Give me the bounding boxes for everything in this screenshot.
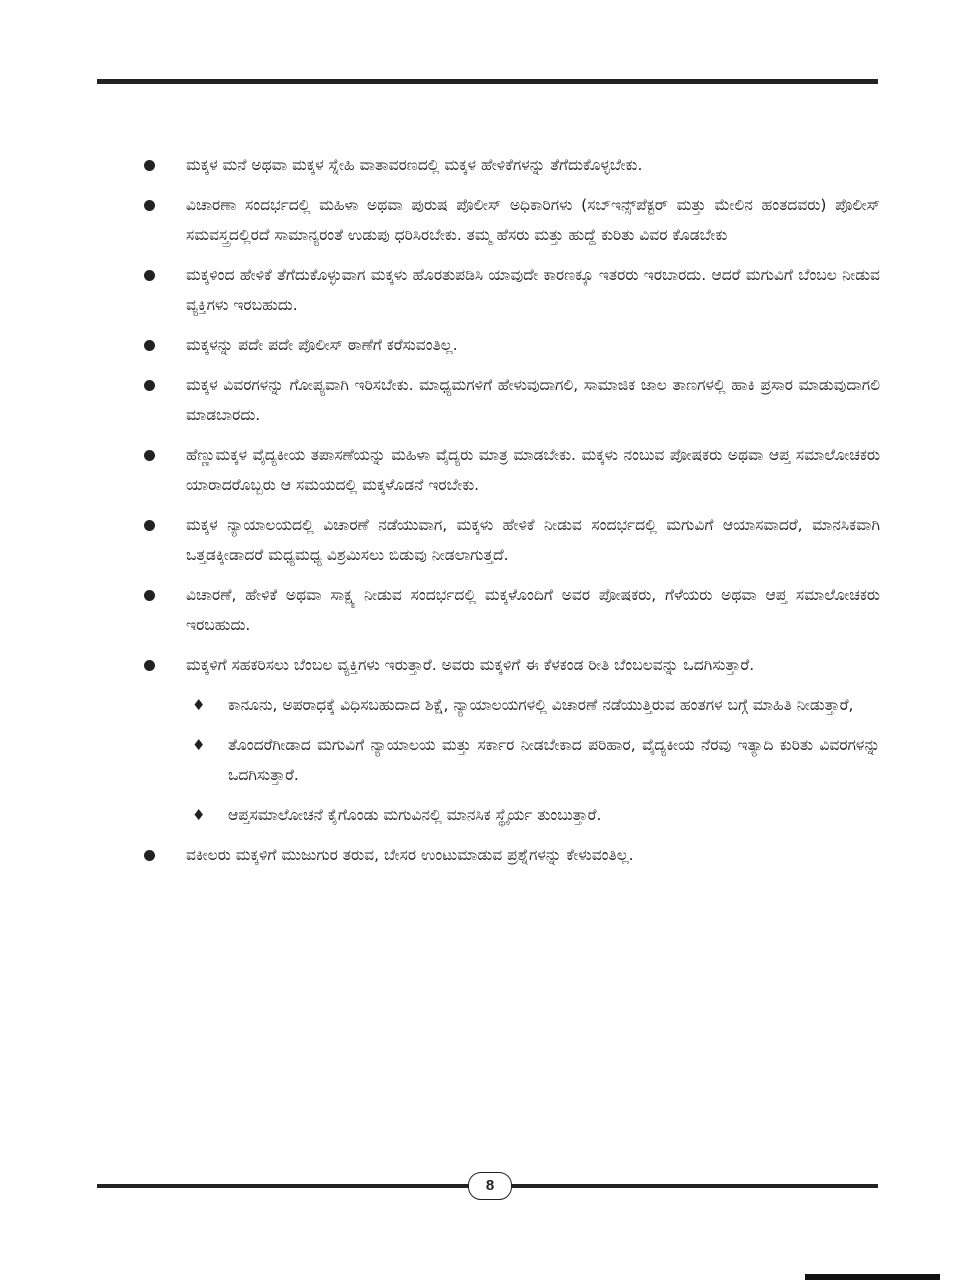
list-item-text: ಮಕ್ಕಳಿಗೆ ಸಹಕರಿಸಲು ಬೆಂಬಲ ವ್ಯಕ್ತಿಗಳು ಇರುತ್ತಾರೆ. ಅವರು ಮಕ್ಕಳಿಗೆ ಈ ಕೆಳಕಂಡ ರೀತಿ ಬೆಂಬಲವನ್ನು ಒದಗಿಸುತ್ತಾರೆ. bbox=[186, 656, 755, 674]
sub-list-item bbox=[140, 730, 880, 790]
list-item-text: ಮಕ್ಕಳ ವಿವರಗಳನ್ನು ಗೋಪ್ಯವಾಗಿ ಇರಿಸಬೇಕು. ಮಾಧ್ಯಮಗಳಿಗೆ ಹೇಳುವುದಾಗಲಿ, ಸಾಮಾಜಿಕ ಜಾಲ ತಾಣಗಳಲ್ಲಿ ಹಾಕಿ ಪ್ರಸಾರ ಮಾಡುವುದಾಗಲಿ ಮಾಡಬಾರದು. bbox=[186, 376, 880, 424]
footer-rule-left bbox=[97, 1184, 469, 1188]
bullet-icon bbox=[144, 520, 155, 531]
bullet-list bbox=[140, 150, 880, 880]
bullet-icon bbox=[144, 450, 155, 461]
sub-list-item-text: ಕಾನೂನು, ಅಪರಾಧಕ್ಕೆ ವಿಧಿಸಬಹುದಾದ ಶಿಕ್ಷೆ, ನ್ಯಾಯಾಲಯಗಳಲ್ಲಿ ವಿಚಾರಣೆ ನಡೆಯುತ್ತಿರುವ ಹಂತಗಳ ಬಗ್ಗೆ ಮಾಹಿತಿ ನೀಡುತ್ತಾರೆ, bbox=[228, 696, 854, 714]
list-item-text: ವಕೀಲರು ಮಕ್ಕಳಿಗೆ ಮುಜುಗುರ ತರುವ, ಬೇಸರ ಉಂಟುಮಾಡುವ ಪ್ರಶ್ನೆಗಳನ್ನು ಕೇಳುವಂತಿಲ್ಲ. bbox=[186, 846, 634, 864]
sub-list-item bbox=[140, 800, 880, 830]
page-number: 8 bbox=[468, 1172, 512, 1200]
list-item bbox=[140, 840, 880, 870]
list-item bbox=[140, 510, 880, 570]
diamond-bullet-icon: ♦ bbox=[192, 736, 206, 754]
bullet-icon bbox=[144, 340, 155, 351]
list-item bbox=[140, 330, 880, 360]
sub-list-item bbox=[140, 690, 880, 720]
list-item bbox=[140, 260, 880, 320]
list-item bbox=[140, 190, 880, 250]
list-item-text: ಮಕ್ಕಳಿಂದ ಹೇಳಿಕೆ ತೆಗೆದುಕೊಳ್ಳುವಾಗ ಮಕ್ಕಳು ಹೊರತುಪಡಿಸಿ ಯಾವುದೇ ಕಾರಣಕ್ಕೂ ಇತರರು ಇರಬಾರದು. ಆದರೆ ಮಗುವಿಗೆ ಬೆಂಬಲ ನೀಡುವ ವ್ಯಕ್ತಿಗಳು ಇರಬಹುದು. bbox=[186, 266, 880, 314]
list-item-text: ವಿಚಾರಣೆ, ಹೇಳಿಕೆ ಅಥವಾ ಸಾಕ್ಷ್ಯ ನೀಡುವ ಸಂದರ್ಭದಲ್ಲಿ ಮಕ್ಕಳೊಂದಿಗೆ ಅವರ ಪೋಷಕರು, ಗೆಳೆಯರು ಅಥವಾ ಆಪ್ತ ಸಮಾಲೋಚಕರು ಇರಬಹುದು. bbox=[186, 586, 880, 634]
diamond-bullet-icon: ♦ bbox=[192, 696, 206, 714]
list-item-text: ಮಕ್ಕಳ ಮನೆ ಅಥವಾ ಮಕ್ಕಳ ಸ್ನೇಹಿ ವಾತಾವರಣದಲ್ಲಿ ಮಕ್ಕಳ ಹೇಳಿಕೆಗಳನ್ನು ತೆಗೆದುಕೊಳ್ಳಬೇಕು. bbox=[186, 156, 643, 174]
list-item-text: ಮಕ್ಕಳನ್ನು ಪದೇ ಪದೇ ಪೊಲೀಸ್ ಠಾಣೆಗೆ ಕರೆಸುವಂತಿಲ್ಲ. bbox=[186, 336, 458, 354]
bullet-icon bbox=[144, 160, 155, 171]
list-item-text: ಮಕ್ಕಳ ನ್ಯಾಯಾಲಯದಲ್ಲಿ ವಿಚಾರಣೆ ನಡೆಯುವಾಗ, ಮಕ್ಕಳು ಹೇಳಿಕೆ ನೀಡುವ ಸಂದರ್ಭದಲ್ಲಿ ಮಗುವಿಗೆ ಆಯಾಸವಾದರೆ, ಮಾನಸಿಕವಾಗಿ ಒತ್ತಡಕ್ಕೀಡಾದರೆ ಮಧ್ಯಮಧ್ಯ ವಿಶ್ರಮಿಸಲು ಬಿಡುವು ನೀಡಲಾಗುತ್ತದೆ. bbox=[186, 516, 880, 564]
bullet-icon bbox=[144, 200, 155, 211]
list-item bbox=[140, 580, 880, 640]
list-item bbox=[140, 440, 880, 500]
header-rule bbox=[97, 79, 878, 84]
bullet-icon bbox=[144, 590, 155, 601]
list-item bbox=[140, 150, 880, 180]
sub-list-item-text: ತೊಂದರೆಗೀಡಾದ ಮಗುವಿಗೆ ನ್ಯಾಯಾಲಯ ಮತ್ತು ಸರ್ಕಾರ ನೀಡಬೇಕಾದ ಪರಿಹಾರ, ವೈದ್ಯಕೀಯ ನೆರವು ಇತ್ಯಾದಿ ಕುರಿತು ವಿವರಗಳನ್ನು ಒದಗಿಸುತ್ತಾರೆ. bbox=[228, 736, 880, 784]
bullet-icon bbox=[144, 380, 155, 391]
list-item bbox=[140, 650, 880, 680]
diamond-bullet-icon: ♦ bbox=[192, 806, 206, 824]
bullet-icon bbox=[144, 850, 155, 861]
list-item-text: ವಿಚಾರಣಾ ಸಂದರ್ಭದಲ್ಲಿ ಮಹಿಳಾ ಅಥವಾ ಪುರುಷ ಪೊಲೀಸ್ ಅಧಿಕಾರಿಗಳು (ಸಬ್‌ಇನ್ಸ್‌ಪೆಕ್ಟರ್ ಮತ್ತು ಮೇಲಿನ ಹಂತದವರು) ಪೊಲೀಸ್ ಸಮವಸ್ತ್ರದಲ್ಲಿರದೆ ಸಾಮಾನ್ಯರಂತೆ ಉಡುಪು ಧರಿಸಿರಬೇಕು. ತಮ್ಮ ಹೆಸರು ಮತ್ತು ಹುದ್ದೆ ಕುರಿತು ವಿವರ ಕೊಡಬೇಕು bbox=[186, 196, 880, 244]
footer-rule-right bbox=[508, 1184, 878, 1188]
list-item-text: ಹೆಣ್ಣುಮಕ್ಕಳ ವೈದ್ಯಕೀಯ ತಪಾಸಣೆಯನ್ನು ಮಹಿಳಾ ವೈದ್ಯರು ಮಾತ್ರ ಮಾಡಬೇಕು. ಮಕ್ಕಳು ನಂಬುವ ಪೋಷಕರು ಅಥವಾ ಆಪ್ತ ಸಮಾಲೋಚಕರು ಯಾರಾದರೊಬ್ಬರು ಆ ಸಮಯದಲ್ಲಿ ಮಕ್ಕಳೊಡನೆ ಇರಬೇಕು. bbox=[186, 446, 880, 494]
bullet-icon bbox=[144, 270, 155, 281]
bullet-icon bbox=[144, 660, 155, 671]
corner-bar bbox=[805, 1274, 940, 1280]
sub-list-item-text: ಆಪ್ತಸಮಾಲೋಚನೆ ಕೈಗೊಂಡು ಮಗುವಿನಲ್ಲಿ ಮಾನಸಿಕ ಸ್ಥೈರ್ಯ ತುಂಬುತ್ತಾರೆ. bbox=[228, 806, 602, 824]
list-item bbox=[140, 370, 880, 430]
